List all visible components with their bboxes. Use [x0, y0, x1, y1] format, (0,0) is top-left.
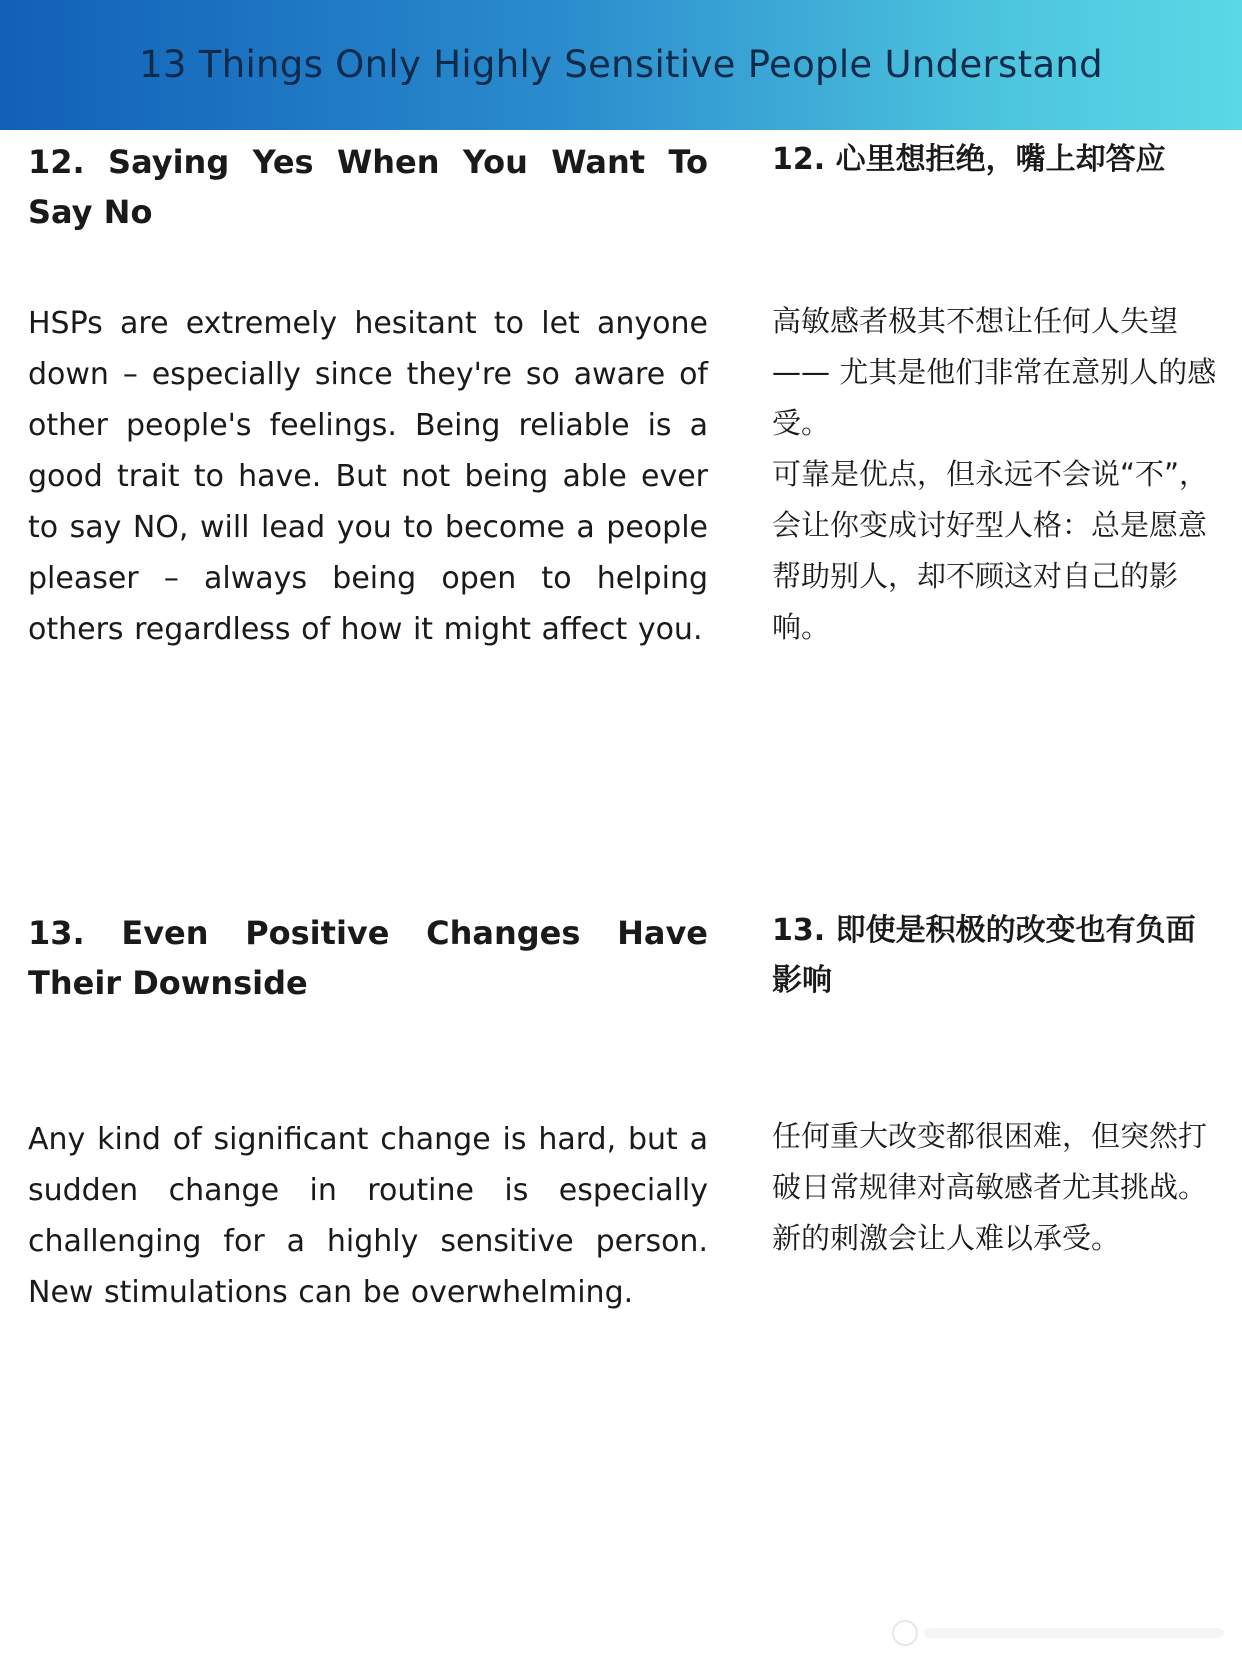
watermark-logo-icon	[892, 1620, 918, 1646]
section-12-body-en: HSPs are extremely hesitant to let anyone down – especially since they're so aware of other people's feelings. Being reliable is a good trait to have. But not being able ever to say NO, will lead you to become a people pleaser – always being open to helping others regardless of how it might affect you.	[28, 306, 708, 647]
section-12-heading-en: 12. Saying Yes When You Want To Say No	[28, 143, 708, 231]
section-13-english	[28, 908, 708, 1008]
section-12-english	[28, 137, 708, 237]
section-12-chinese	[772, 135, 1222, 185]
section-13-body-en-wrap	[28, 1114, 708, 1318]
watermark-bar	[924, 1628, 1224, 1638]
section-13-heading-en: 13. Even Positive Changes Have Their Downside	[28, 914, 708, 1002]
section-12-body-en-wrap	[28, 298, 708, 655]
section-12-heading-zh: 12. 心里想拒绝，嘴上却答应	[772, 142, 1166, 177]
section-13-body-en: Any kind of significant change is hard, but a sudden change in routine is especially challenging for a highly sensitive person. New stimulations can be overwhelming.	[28, 1122, 708, 1310]
page-title: 13 Things Only Highly Sensitive People Understand	[139, 42, 1103, 86]
section-12-body-zh-2: 可靠是优点，但永远不会说“不”，会让你变成讨好型人格：总是愿意帮助别人，却不顾这对自己的影响。	[772, 457, 1209, 644]
section-12-body-zh-wrap	[772, 296, 1222, 653]
watermark	[892, 1620, 1224, 1646]
section-12-body-zh-1: 高敏感者极其不想让任何人失望—— 尤其是他们非常在意别人的感受。	[772, 304, 1217, 440]
section-13-heading-zh: 13. 即使是积极的改变也有负面影响	[772, 913, 1196, 998]
title-banner	[0, 0, 1242, 130]
section-13-chinese	[772, 906, 1222, 1006]
section-13-body-zh-1: 任何重大改变都很困难，但突然打破日常规律对高敏感者尤其挑战。新的刺激会让人难以承受。	[772, 1119, 1208, 1255]
section-13-body-zh-wrap	[772, 1111, 1222, 1264]
